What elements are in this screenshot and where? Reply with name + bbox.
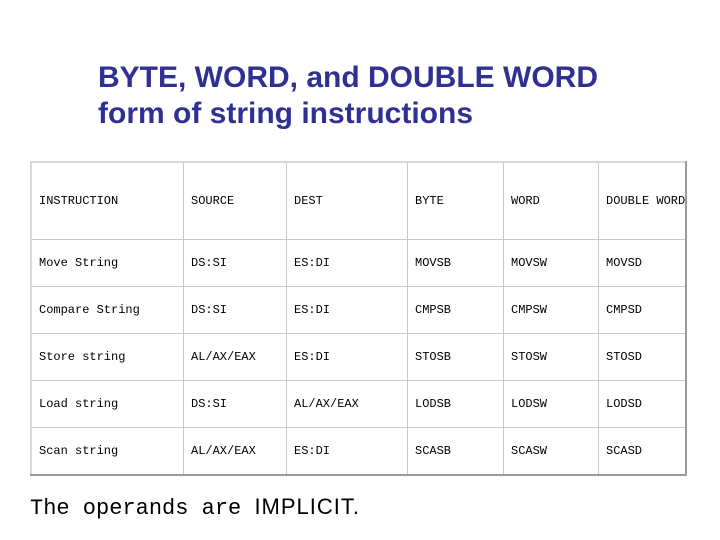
cell-dest: ES:DI [287, 428, 408, 476]
cell-double-word: LODSD [599, 381, 687, 428]
cell-byte: LODSB [408, 381, 504, 428]
cell-word: SCASW [504, 428, 599, 476]
cell-dest: AL/AX/EAX [287, 381, 408, 428]
header-dest: DEST [287, 162, 408, 240]
header-source: SOURCE [184, 162, 287, 240]
cell-word: MOVSW [504, 240, 599, 287]
cell-dest: ES:DI [287, 287, 408, 334]
table-row [31, 428, 686, 476]
cell-double-word: CMPSD [599, 287, 687, 334]
cell-word: CMPSW [504, 287, 599, 334]
cell-byte: CMPSB [408, 287, 504, 334]
header-byte: BYTE [408, 162, 504, 240]
slide-title-line-2: form of string instructions [98, 97, 473, 130]
header-word: WORD [504, 162, 599, 240]
cell-source: DS:SI [184, 240, 287, 287]
footer-prefix: The operands are [30, 496, 255, 521]
header-double-word: DOUBLE WORD [599, 162, 687, 240]
cell-instruction: Load string [31, 381, 184, 428]
table-row [31, 287, 686, 334]
table-row [31, 381, 686, 428]
cell-source: AL/AX/EAX [184, 334, 287, 381]
cell-dest: ES:DI [287, 334, 408, 381]
cell-source: DS:SI [184, 287, 287, 334]
slide-title-line-1: BYTE, WORD, and DOUBLE WORD [98, 61, 598, 94]
header-instruction: INSTRUCTION [31, 162, 184, 240]
cell-source: AL/AX/EAX [184, 428, 287, 476]
cell-byte: SCASB [408, 428, 504, 476]
table-row [31, 334, 686, 381]
cell-double-word: STOSD [599, 334, 687, 381]
cell-word: STOSW [504, 334, 599, 381]
string-instructions-table [30, 161, 687, 476]
cell-instruction: Compare String [31, 287, 184, 334]
cell-byte: MOVSB [408, 240, 504, 287]
table-header-row [31, 162, 686, 240]
cell-instruction: Move String [31, 240, 184, 287]
table-row [31, 240, 686, 287]
slide-title [98, 60, 698, 132]
cell-double-word: MOVSD [599, 240, 687, 287]
cell-word: LODSW [504, 381, 599, 428]
cell-byte: STOSB [408, 334, 504, 381]
cell-double-word: SCASD [599, 428, 687, 476]
footer-emphasis: IMPLICIT. [254, 494, 361, 519]
cell-source: DS:SI [184, 381, 287, 428]
footer-note [30, 494, 360, 521]
cell-instruction: Scan string [31, 428, 184, 476]
cell-instruction: Store string [31, 334, 184, 381]
cell-dest: ES:DI [287, 240, 408, 287]
